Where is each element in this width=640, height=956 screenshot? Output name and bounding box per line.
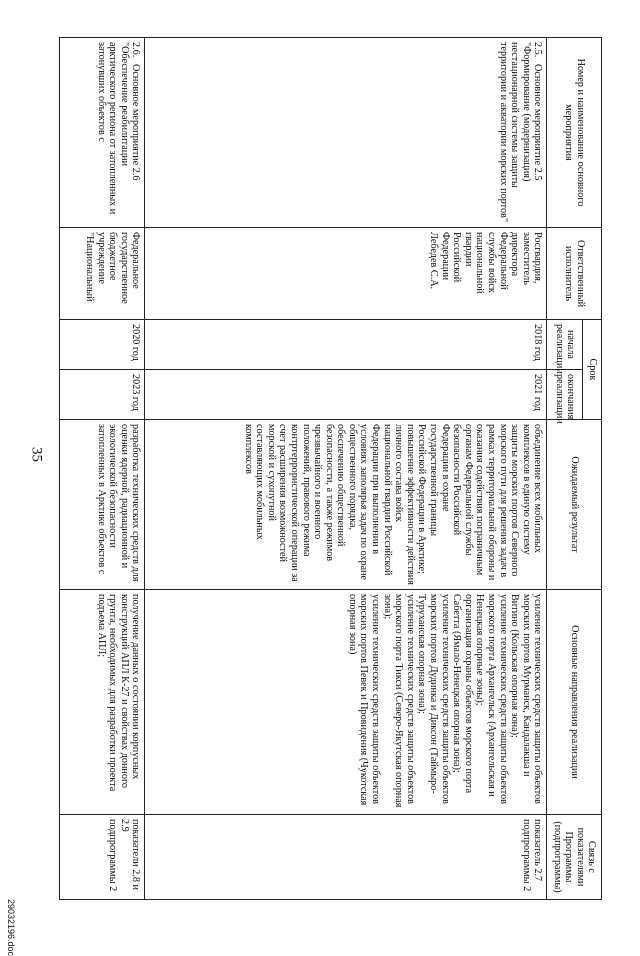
header-term-end: окончания реализации — [547, 370, 583, 420]
row-number: 2.6. — [130, 42, 142, 58]
activities-table — [59, 37, 602, 900]
row-result: разработка технических средств для оценки ядерной, радиационной и экологической безопасности затопленных в Арктике объектов с — [60, 420, 145, 590]
row-result: объединение всех мобильных комплексов в единую систему защиты морских портов Северного морского пути для решения задач в рамках территориальной обороны и оказания содействия пограничным органам Федеральной службы безопасности Российской Федерации в охране государственной границы Российской Федерации в Арктике; повышение эффективности действия личного состава войск национальной гвардии Российской Федерации при выполнении в условиях заполярья задач по охране общественного порядка, обеспечению общественной безопасности, а также режимов чрезвычайного и военного положений, правового режима контртеррористической операции за счет расширения возможностей морской и сухопутной составляющих мобильных комплексов — [145, 420, 547, 590]
header-directions: Основные направления реализации — [547, 590, 602, 815]
table-stage — [59, 37, 602, 899]
rotated-page — [59, 37, 602, 899]
row-executor: Росгвардия, заместитель директора Федеральной службы войск национальной гвардии Российской Федерации Лебедев С.А. — [145, 228, 547, 320]
header-term: Срок — [583, 320, 602, 420]
page-number: 35 — [28, 447, 45, 462]
row-name-cell — [60, 38, 145, 228]
row-executor: Федеральное государственное бюджетное учреждение "Национальный — [60, 228, 145, 320]
header-term-start: начала реализации — [547, 320, 583, 370]
table-row — [145, 38, 547, 900]
row-name: Основное мероприятие 2.6 "Обеспечение реабилитации арктического региона от затопленных и затонувших объектов с — [95, 42, 142, 217]
file-footer: 29032196.doc — [6, 899, 16, 956]
row-link: показатель 2.7 подпрограммы 2 — [145, 815, 547, 900]
row-name-cell — [145, 38, 547, 228]
row-link: показатели 2.8 и 2.9 подпрограммы 2 — [60, 815, 145, 900]
header-result: Ожидаемый результат — [547, 420, 602, 590]
header-link: Связь с показателями Программы (подпрограммы) — [547, 815, 602, 900]
row-directions: получение данных о состоянии корпусных конструкций АПЛ К-27 и свойствах донного грунта, необходимых для разработки проекта подъема АПЛ; — [60, 590, 145, 815]
row-end: 2021 год — [145, 370, 547, 420]
table-row — [60, 38, 145, 900]
header-executor: Ответственный исполнитель — [547, 228, 602, 320]
header-name: Номер и наименование основного мероприятия — [547, 38, 602, 228]
row-start: 2020 год — [60, 320, 145, 370]
row-directions: усиление технических средств защиты объектов морских портов Мурманск, Кандалакша и Витино (Кольская опорная зона); усиление технических средств защиты объектов морского порта Архангельск (Архангельская и Ненецкая опорные зоны); организация охраны объектов морского порта Сабетта (Ямало-Ненецкая опорная зона); усиление технических средств защиты объектов морских портов Дудинка и Диксон (Таймыро-Туруханская опорная зона); усиление технических средств защиты объектов морского порта Тикси (Северо-Якутская опорная зона); усиление технических средств защиты объектов морских портов Певек и Провидения (Чукотская опорная зона) — [145, 590, 547, 815]
row-start: 2018 год — [145, 320, 547, 370]
row-name: Основное мероприятие 2.5 "Формирование (модернизация) нестационарной системы защиты территории и акватории морских портов" — [497, 42, 544, 223]
row-number: 2.5. — [532, 42, 544, 58]
row-end: 2023 год — [60, 370, 145, 420]
